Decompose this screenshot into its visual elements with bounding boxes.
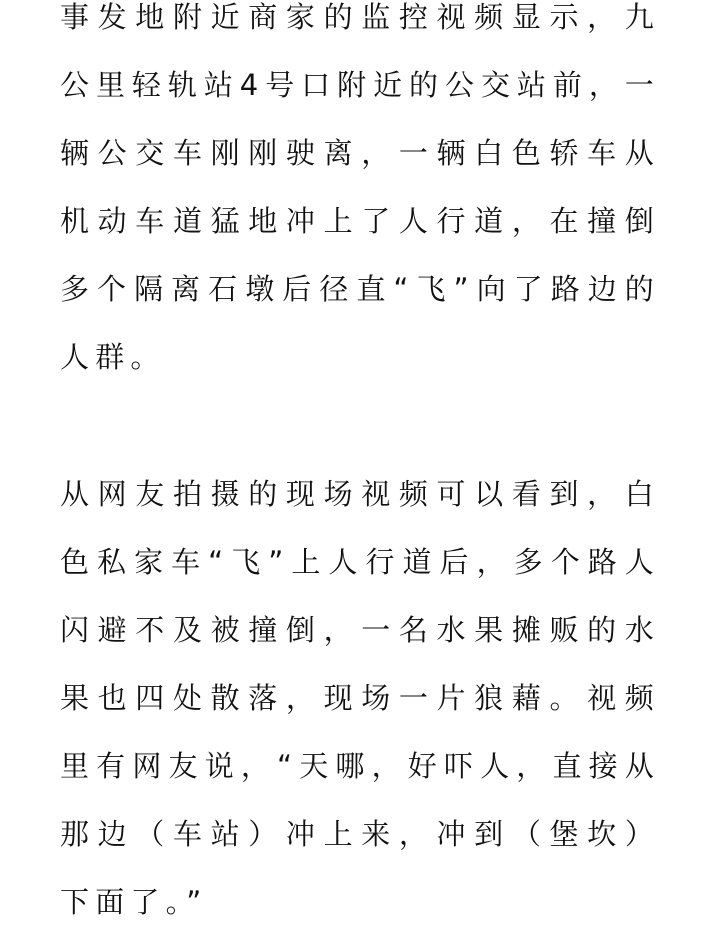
text-line: 闪避不及被撞倒，一名水果摊贩的水 xyxy=(60,613,660,647)
text-line: 人群。 xyxy=(60,340,166,374)
text-line: 里有网友说，“天哪，好吓人，直接从 xyxy=(60,749,660,783)
text-line: 那边（车站）冲上来，冲到（堡坎） xyxy=(60,817,660,851)
text-line: 果也四处散落，现场一片狼藉。视频 xyxy=(60,681,660,715)
text-line: 机动车道猛地冲上了人行道，在撞倒 xyxy=(60,204,660,238)
text-line: 公里轻轨站4号口附近的公交站前，一 xyxy=(60,68,660,102)
text-line: 从网友拍摄的现场视频可以看到，白 xyxy=(60,477,660,511)
text-line: 事发地附近商家的监控视频显示，九 xyxy=(60,0,660,34)
text-line: 色私家车“飞”上人行道后，多个路人 xyxy=(60,545,660,579)
paragraph-2 xyxy=(60,472,660,948)
paragraph-1 xyxy=(60,0,660,403)
text-line: 多个隔离石墩后径直“飞”向了路边的 xyxy=(60,272,660,306)
text-line: 辆公交车刚刚驶离，一辆白色轿车从 xyxy=(60,136,660,170)
text-line: 下面了。” xyxy=(60,885,208,919)
